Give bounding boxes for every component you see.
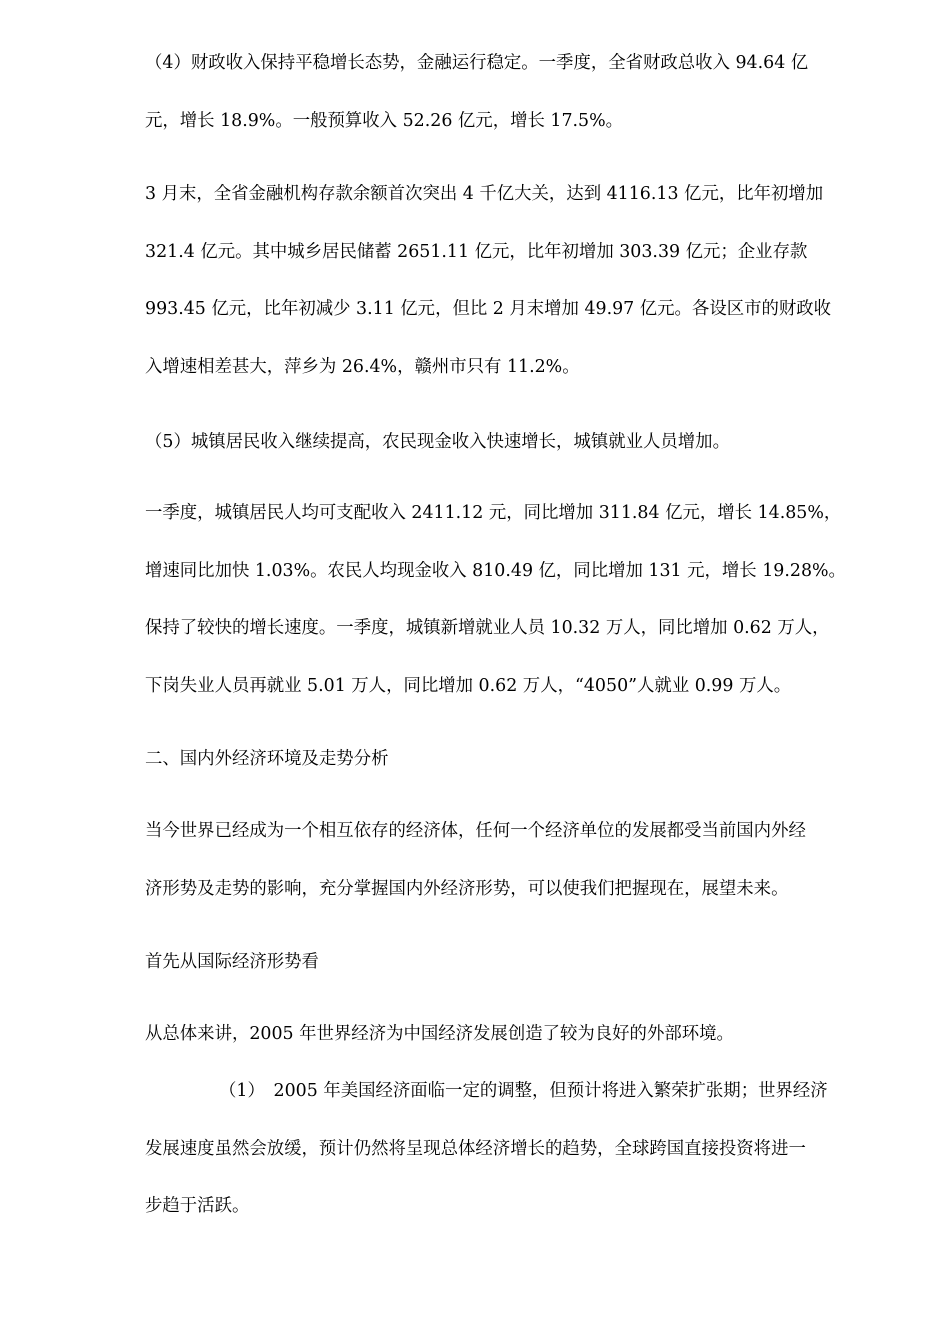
para-5-heading: （5）城镇居民收入继续提高，农民现金收入快速增长，城镇就业人员增加。 [145, 432, 730, 452]
deposit-para-line-1: 3 月末，全省金融机构存款余额首次突出 4 千亿大关，达到 4116.13 亿元，比年初增加 [145, 184, 824, 204]
income-para-line-1: 一季度，城镇居民人均可支配收入 2411.12 元，同比增加 311.84 亿元，增长 14.85%， [145, 503, 842, 523]
item-1-line-3: 步趋于活跃。 [145, 1196, 250, 1216]
income-para-line-2: 增速同比加快 1.03%。农民人均现金收入 810.49 亿，同比增加 131 元，增长 19.28%。 [145, 561, 846, 581]
world-para-line-2: 济形势及走势的影响，充分掌握国内外经济形势，可以使我们把握现在，展望未来。 [145, 879, 789, 899]
deposit-para-line-2: 321.4 亿元。其中城乡居民储蓄 2651.11 亿元，比年初增加 303.39 亿元；企业存款 [145, 242, 808, 262]
item-1-line-1: （1） 2005 年美国经济面临一定的调整，但预计将进入繁荣扩张期；世界经济 [219, 1081, 828, 1101]
income-para-line-3: 保持了较快的增长速度。一季度，城镇新增就业人员 10.32 万人，同比增加 0.62 万人， [145, 618, 830, 638]
para-4-line-1: （4）财政收入保持平稳增长态势，金融运行稳定。一季度，全省财政总收入 94.64 亿 [145, 53, 809, 73]
para-4-line-2: 元，增长 18.9%。一般预算收入 52.26 亿元，增长 17.5%。 [145, 111, 624, 131]
international-subheading: 首先从国际经济形势看 [145, 952, 319, 972]
item-1-line-2: 发展速度虽然会放缓，预计仍然将呈现总体经济增长的趋势，全球跨国直接投资将进一 [145, 1139, 806, 1159]
world-para-line-1: 当今世界已经成为一个相互依存的经济体，任何一个经济单位的发展都受当前国内外经 [145, 821, 806, 841]
section-two-heading: 二、国内外经济环境及走势分析 [145, 749, 389, 769]
deposit-para-line-4: 入增速相差甚大，萍乡为 26.4%，赣州市只有 11.2%。 [145, 357, 580, 377]
income-para-line-4: 下岗失业人员再就业 5.01 万人，同比增加 0.62 万人，“4050”人就业 0.99 万人。 [145, 676, 792, 696]
overall-para-line: 从总体来讲，2005 年世界经济为中国经济发展创造了较为良好的外部环境。 [145, 1024, 734, 1044]
deposit-para-line-3: 993.45 亿元，比年初减少 3.11 亿元，但比 2 月末增加 49.97 亿元。各设区市的财政收 [145, 299, 832, 319]
